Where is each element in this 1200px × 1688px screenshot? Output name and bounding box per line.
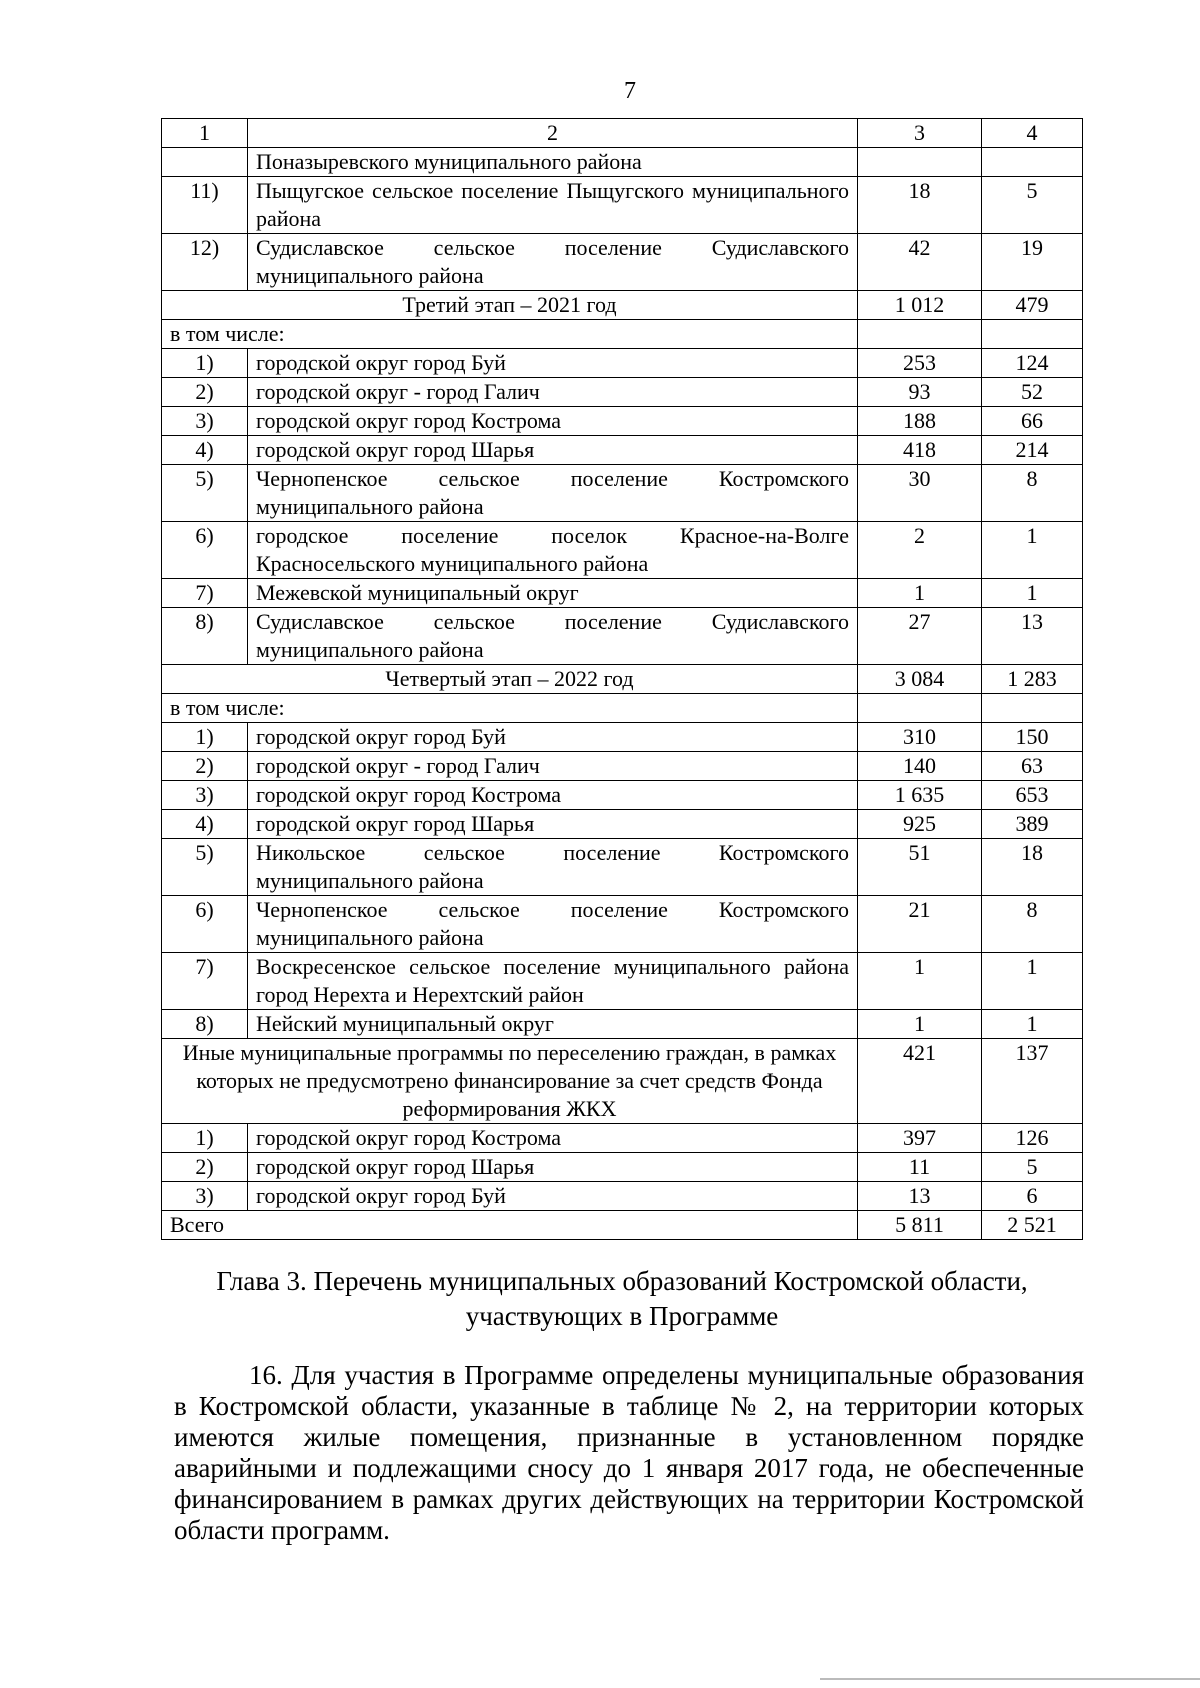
table-row xyxy=(162,781,1083,810)
table-row xyxy=(162,148,1083,177)
row-value-col3: 1 635 xyxy=(858,781,982,810)
total-label-cell: Всего xyxy=(162,1211,858,1240)
section-label-cell: Иные муниципальные программы по переселению граждан, в рамках которых не предусмотрено финансирование за счет средств Фонда реформирования ЖКХ xyxy=(162,1039,858,1124)
table-row xyxy=(162,1182,1083,1211)
table-row xyxy=(162,1153,1083,1182)
table-row xyxy=(162,234,1083,291)
page-number: 7 xyxy=(624,78,636,104)
section-label-cell: Четвертый этап – 2022 год xyxy=(162,665,858,694)
row-value-col4: 8 xyxy=(982,896,1083,953)
row-value-col3: 397 xyxy=(858,1124,982,1153)
row-number-cell: 7) xyxy=(162,953,248,1010)
row-value-col4: 214 xyxy=(982,436,1083,465)
empty-cell xyxy=(858,320,982,349)
row-value-col4: 6 xyxy=(982,1182,1083,1211)
header-cell-3: 3 xyxy=(858,119,982,148)
row-value-col4: 1 xyxy=(982,579,1083,608)
section-value-col3: 1 012 xyxy=(858,291,982,320)
header-cell-1: 1 xyxy=(162,119,248,148)
row-value-col4: 653 xyxy=(982,781,1083,810)
row-number-cell: 1) xyxy=(162,723,248,752)
row-value-col3: 93 xyxy=(858,378,982,407)
row-number-cell: 12) xyxy=(162,234,248,291)
row-value-col3: 11 xyxy=(858,1153,982,1182)
row-name-cell: городской округ город Буй xyxy=(248,349,858,378)
row-value-col4: 150 xyxy=(982,723,1083,752)
row-name-cell: городской округ город Кострома xyxy=(248,1124,858,1153)
row-number-cell: 7) xyxy=(162,579,248,608)
section-value-col4: 137 xyxy=(982,1039,1083,1124)
table-row xyxy=(162,407,1083,436)
row-number-cell xyxy=(162,148,248,177)
section-value-col3: 421 xyxy=(858,1039,982,1124)
row-number-cell: 2) xyxy=(162,378,248,407)
table-row xyxy=(162,177,1083,234)
section-value-col4: 479 xyxy=(982,291,1083,320)
row-number-cell: 3) xyxy=(162,781,248,810)
row-value-col3: 188 xyxy=(858,407,982,436)
table-row xyxy=(162,896,1083,953)
row-number-cell: 3) xyxy=(162,1182,248,1211)
row-number-cell: 2) xyxy=(162,1153,248,1182)
table-row xyxy=(162,1124,1083,1153)
row-number-cell: 11) xyxy=(162,177,248,234)
row-name-cell: Межевской муниципальный округ xyxy=(248,579,858,608)
row-value-col4: 124 xyxy=(982,349,1083,378)
row-name-cell: городское поселение поселок Красное-на-Волге Красносельского муниципального района xyxy=(248,522,858,579)
row-value-col3: 418 xyxy=(858,436,982,465)
subheading-row xyxy=(162,320,1083,349)
row-name-cell: Судиславское сельское поселение Судиславского муниципального района xyxy=(248,608,858,665)
table-row xyxy=(162,436,1083,465)
row-value-col3: 30 xyxy=(858,465,982,522)
header-cell-2: 2 xyxy=(248,119,858,148)
table-row xyxy=(162,752,1083,781)
row-value-col4: 126 xyxy=(982,1124,1083,1153)
row-value-col3: 13 xyxy=(858,1182,982,1211)
row-name-cell: Никольское сельское поселение Костромского муниципального района xyxy=(248,839,858,896)
row-name-cell: городской округ город Шарья xyxy=(248,810,858,839)
section-row xyxy=(162,665,1083,694)
row-value-col4: 389 xyxy=(982,810,1083,839)
row-number-cell: 6) xyxy=(162,522,248,579)
row-value-col3: 1 xyxy=(858,1010,982,1039)
resettlement-table xyxy=(161,118,1083,1240)
row-number-cell: 1) xyxy=(162,349,248,378)
row-value-col4: 8 xyxy=(982,465,1083,522)
row-value-col4: 52 xyxy=(982,378,1083,407)
table-row xyxy=(162,608,1083,665)
row-number-cell: 1) xyxy=(162,1124,248,1153)
row-value-col3: 310 xyxy=(858,723,982,752)
row-value-col4: 13 xyxy=(982,608,1083,665)
table-body xyxy=(162,119,1083,1240)
row-name-cell: городской округ город Буй xyxy=(248,723,858,752)
empty-cell xyxy=(982,320,1083,349)
row-value-col4: 63 xyxy=(982,752,1083,781)
scan-edge-line xyxy=(820,1678,1200,1680)
row-value-col3: 42 xyxy=(858,234,982,291)
row-name-cell: Чернопенское сельское поселение Костромского муниципального района xyxy=(248,465,858,522)
section-row xyxy=(162,1039,1083,1124)
row-name-cell: Воскресенское сельское поселение муниципального района город Нерехта и Нерехтский район xyxy=(248,953,858,1010)
subheading-row xyxy=(162,694,1083,723)
row-value-col3: 1 xyxy=(858,579,982,608)
row-name-cell: Нейский муниципальный округ xyxy=(248,1010,858,1039)
table-row xyxy=(162,1010,1083,1039)
row-value-col3: 21 xyxy=(858,896,982,953)
table-row xyxy=(162,349,1083,378)
empty-cell xyxy=(858,694,982,723)
section-row xyxy=(162,291,1083,320)
body-paragraph: 16. Для участия в Программе определены муниципальные образования в Костромской области, указанные в таблице № 2, на территории которых имеются жилые помещения, признанные в установленном порядке аварийными и подлежащими сносу до 1 января 2017 года, не обеспеченные финансированием в рамках других действующих на территории Костромской области программ. xyxy=(174,1360,1084,1545)
empty-cell xyxy=(982,694,1083,723)
row-number-cell: 6) xyxy=(162,896,248,953)
row-name-cell: Поназыревского муниципального района xyxy=(248,148,858,177)
total-row xyxy=(162,1211,1083,1240)
row-value-col4: 1 xyxy=(982,522,1083,579)
row-value-col4: 5 xyxy=(982,1153,1083,1182)
chapter-title: Глава 3. Перечень муниципальных образований Костромской области, участвующих в Программе xyxy=(216,1266,1028,1331)
row-value-col4 xyxy=(982,148,1083,177)
row-number-cell: 8) xyxy=(162,608,248,665)
table-row xyxy=(162,465,1083,522)
table-row xyxy=(162,839,1083,896)
row-value-col4: 5 xyxy=(982,177,1083,234)
row-name-cell: Пыщугское сельское поселение Пыщугского муниципального района xyxy=(248,177,858,234)
row-value-col3: 253 xyxy=(858,349,982,378)
header-cell-4: 4 xyxy=(982,119,1083,148)
row-value-col3: 925 xyxy=(858,810,982,839)
row-name-cell: городской округ город Буй xyxy=(248,1182,858,1211)
total-value-col3: 5 811 xyxy=(858,1211,982,1240)
table-header-row xyxy=(162,119,1083,148)
row-value-col4: 1 xyxy=(982,1010,1083,1039)
row-number-cell: 3) xyxy=(162,407,248,436)
row-value-col3: 1 xyxy=(858,953,982,1010)
row-number-cell: 5) xyxy=(162,465,248,522)
row-name-cell: городской округ город Кострома xyxy=(248,781,858,810)
row-name-cell: городской округ - город Галич xyxy=(248,752,858,781)
row-value-col4: 19 xyxy=(982,234,1083,291)
table-row xyxy=(162,723,1083,752)
section-label-cell: Третий этап – 2021 год xyxy=(162,291,858,320)
table-row xyxy=(162,810,1083,839)
row-name-cell: городской округ город Шарья xyxy=(248,436,858,465)
row-value-col3 xyxy=(858,148,982,177)
subheading-cell: в том числе: xyxy=(162,694,858,723)
section-value-col4: 1 283 xyxy=(982,665,1083,694)
row-number-cell: 2) xyxy=(162,752,248,781)
table-row xyxy=(162,953,1083,1010)
row-value-col3: 27 xyxy=(858,608,982,665)
row-number-cell: 5) xyxy=(162,839,248,896)
row-value-col3: 140 xyxy=(858,752,982,781)
row-value-col3: 2 xyxy=(858,522,982,579)
row-name-cell: Чернопенское сельское поселение Костромского муниципального района xyxy=(248,896,858,953)
row-value-col4: 1 xyxy=(982,953,1083,1010)
row-name-cell: городской округ - город Галич xyxy=(248,378,858,407)
row-number-cell: 8) xyxy=(162,1010,248,1039)
row-name-cell: городской округ город Шарья xyxy=(248,1153,858,1182)
table-row xyxy=(162,579,1083,608)
total-value-col4: 2 521 xyxy=(982,1211,1083,1240)
section-value-col3: 3 084 xyxy=(858,665,982,694)
row-value-col3: 51 xyxy=(858,839,982,896)
row-value-col3: 18 xyxy=(858,177,982,234)
row-name-cell: Судиславское сельское поселение Судиславского муниципального района xyxy=(248,234,858,291)
table-row xyxy=(162,522,1083,579)
row-number-cell: 4) xyxy=(162,810,248,839)
table-row xyxy=(162,378,1083,407)
row-value-col4: 66 xyxy=(982,407,1083,436)
row-value-col4: 18 xyxy=(982,839,1083,896)
row-number-cell: 4) xyxy=(162,436,248,465)
subheading-cell: в том числе: xyxy=(162,320,858,349)
row-name-cell: городской округ город Кострома xyxy=(248,407,858,436)
